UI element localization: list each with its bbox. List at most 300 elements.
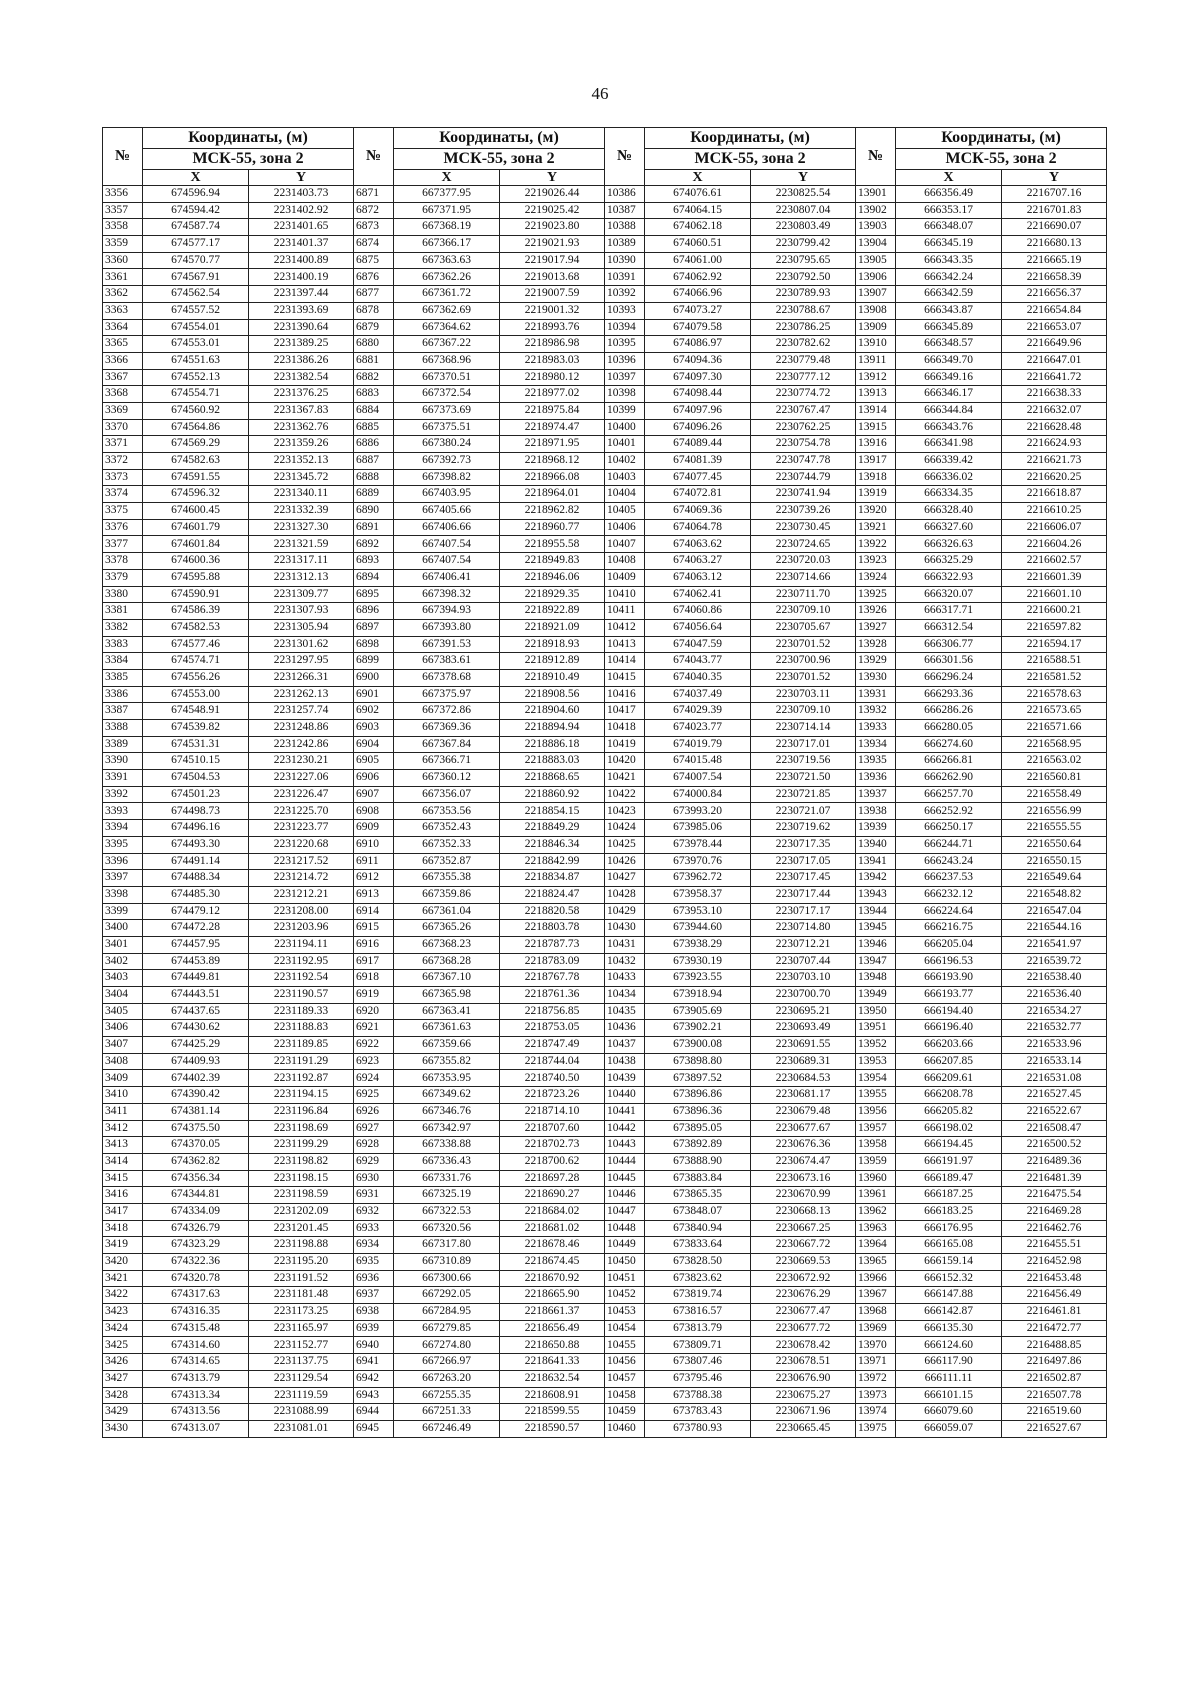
x-coordinate-cell: 674061.00 [645, 252, 751, 269]
x-coordinate-cell: 667279.85 [394, 1320, 500, 1337]
point-number-cell: 3358 [103, 219, 143, 236]
x-coordinate-cell: 673780.93 [645, 1420, 751, 1437]
x-coordinate-cell: 674501.23 [143, 786, 249, 803]
point-number-cell: 13914 [856, 402, 896, 419]
x-coordinate-cell: 674079.58 [645, 319, 751, 336]
y-column-header: Y [500, 170, 605, 186]
point-number-cell: 3405 [103, 1003, 143, 1020]
y-coordinate-cell: 2230705.67 [751, 619, 856, 636]
x-coordinate-cell: 667380.24 [394, 436, 500, 453]
y-coordinate-cell: 2219023.80 [500, 219, 605, 236]
x-coordinate-cell: 674539.82 [143, 720, 249, 737]
y-coordinate-cell: 2216462.76 [1002, 1220, 1107, 1237]
point-number-cell: 13944 [856, 903, 896, 920]
x-coordinate-cell: 674063.27 [645, 553, 751, 570]
point-number-cell: 6871 [354, 186, 394, 203]
point-number-cell: 10435 [605, 1003, 645, 1020]
x-coordinate-cell: 674007.54 [645, 770, 751, 787]
y-coordinate-cell: 2231230.21 [249, 753, 354, 770]
y-coordinate-cell: 2216601.39 [1002, 569, 1107, 586]
point-number-cell: 10397 [605, 369, 645, 386]
y-coordinate-cell: 2218908.56 [500, 686, 605, 703]
table-row [103, 1103, 1107, 1120]
x-coordinate-cell: 667331.76 [394, 1170, 500, 1187]
x-coordinate-cell: 674390.42 [143, 1087, 249, 1104]
point-number-cell: 13915 [856, 419, 896, 436]
y-coordinate-cell: 2218960.77 [500, 519, 605, 536]
x-coordinate-cell: 674472.28 [143, 920, 249, 937]
point-number-cell: 3410 [103, 1087, 143, 1104]
point-number-cell: 13908 [856, 302, 896, 319]
x-coordinate-cell: 666196.40 [896, 1020, 1002, 1037]
y-coordinate-cell: 2230741.94 [751, 486, 856, 503]
table-row [103, 1187, 1107, 1204]
point-number-cell: 13902 [856, 202, 896, 219]
table-row [103, 686, 1107, 703]
point-number-cell: 10454 [605, 1320, 645, 1337]
point-number-cell: 13967 [856, 1287, 896, 1304]
x-coordinate-cell: 674313.34 [143, 1387, 249, 1404]
y-coordinate-cell: 2231191.29 [249, 1053, 354, 1070]
number-column-header: № [103, 128, 143, 186]
point-number-cell: 6898 [354, 636, 394, 653]
point-number-cell: 13927 [856, 619, 896, 636]
number-column-header: № [354, 128, 394, 186]
y-coordinate-cell: 2216549.64 [1002, 870, 1107, 887]
y-coordinate-cell: 2231359.26 [249, 436, 354, 453]
y-coordinate-cell: 2218860.92 [500, 786, 605, 803]
x-coordinate-cell: 674551.63 [143, 352, 249, 369]
point-number-cell: 3359 [103, 236, 143, 253]
x-coordinate-cell: 667359.86 [394, 886, 500, 903]
table-row [103, 1203, 1107, 1220]
point-number-cell: 6938 [354, 1304, 394, 1321]
point-number-cell: 10440 [605, 1087, 645, 1104]
y-coordinate-cell: 2218665.90 [500, 1287, 605, 1304]
point-number-cell: 10447 [605, 1203, 645, 1220]
y-coordinate-cell: 2216555.55 [1002, 820, 1107, 837]
y-coordinate-cell: 2231198.15 [249, 1170, 354, 1187]
x-coordinate-cell: 674586.39 [143, 603, 249, 620]
y-coordinate-cell: 2231165.97 [249, 1320, 354, 1337]
x-coordinate-cell: 666205.82 [896, 1103, 1002, 1120]
x-coordinate-cell: 674064.15 [645, 202, 751, 219]
x-coordinate-cell: 674557.52 [143, 302, 249, 319]
y-coordinate-cell: 2218883.03 [500, 753, 605, 770]
x-coordinate-cell: 674326.79 [143, 1220, 249, 1237]
y-coordinate-cell: 2230678.42 [751, 1337, 856, 1354]
x-coordinate-cell: 666189.47 [896, 1170, 1002, 1187]
table-row [103, 903, 1107, 920]
x-coordinate-cell: 667360.12 [394, 770, 500, 787]
x-coordinate-cell: 666250.17 [896, 820, 1002, 837]
x-coordinate-cell: 666317.71 [896, 603, 1002, 620]
x-coordinate-cell: 666346.17 [896, 386, 1002, 403]
table-row [103, 886, 1107, 903]
y-coordinate-cell: 2216581.52 [1002, 669, 1107, 686]
point-number-cell: 3372 [103, 453, 143, 470]
y-coordinate-cell: 2218803.78 [500, 920, 605, 937]
point-number-cell: 13933 [856, 720, 896, 737]
table-row [103, 1237, 1107, 1254]
point-number-cell: 6919 [354, 987, 394, 1004]
x-coordinate-cell: 674062.41 [645, 586, 751, 603]
point-number-cell: 10400 [605, 419, 645, 436]
table-row [103, 1304, 1107, 1321]
table-row [103, 1420, 1107, 1437]
x-coordinate-cell: 674553.01 [143, 336, 249, 353]
point-number-cell: 13906 [856, 269, 896, 286]
y-column-header: Y [751, 170, 856, 186]
x-coordinate-cell: 666341.98 [896, 436, 1002, 453]
x-coordinate-cell: 666079.60 [896, 1404, 1002, 1421]
table-row [103, 569, 1107, 586]
point-number-cell: 6887 [354, 453, 394, 470]
point-number-cell: 10390 [605, 252, 645, 269]
point-number-cell: 10450 [605, 1254, 645, 1271]
y-coordinate-cell: 2216641.72 [1002, 369, 1107, 386]
point-number-cell: 6911 [354, 853, 394, 870]
point-number-cell: 6890 [354, 503, 394, 520]
table-row [103, 519, 1107, 536]
point-number-cell: 13905 [856, 252, 896, 269]
y-coordinate-cell: 2216665.19 [1002, 252, 1107, 269]
x-coordinate-cell: 674060.51 [645, 236, 751, 253]
point-number-cell: 6886 [354, 436, 394, 453]
x-coordinate-cell: 667391.53 [394, 636, 500, 653]
y-coordinate-cell: 2216594.17 [1002, 636, 1107, 653]
y-coordinate-cell: 2231088.99 [249, 1404, 354, 1421]
point-number-cell: 10443 [605, 1137, 645, 1154]
y-coordinate-cell: 2216690.07 [1002, 219, 1107, 236]
x-coordinate-cell: 674356.34 [143, 1170, 249, 1187]
x-coordinate-cell: 666147.88 [896, 1287, 1002, 1304]
table-row [103, 302, 1107, 319]
table-row [103, 703, 1107, 720]
point-number-cell: 3408 [103, 1053, 143, 1070]
point-number-cell: 6896 [354, 603, 394, 620]
x-coordinate-cell: 674060.86 [645, 603, 751, 620]
x-coordinate-cell: 673905.69 [645, 1003, 751, 1020]
point-number-cell: 10441 [605, 1103, 645, 1120]
y-coordinate-cell: 2230709.10 [751, 603, 856, 620]
x-coordinate-cell: 666342.24 [896, 269, 1002, 286]
x-coordinate-cell: 674344.81 [143, 1187, 249, 1204]
x-coordinate-cell: 674600.45 [143, 503, 249, 520]
y-coordinate-cell: 2216548.82 [1002, 886, 1107, 903]
y-coordinate-cell: 2231390.64 [249, 319, 354, 336]
point-number-cell: 13966 [856, 1270, 896, 1287]
y-coordinate-cell: 2230700.96 [751, 653, 856, 670]
y-coordinate-cell: 2230717.44 [751, 886, 856, 903]
point-number-cell: 13947 [856, 953, 896, 970]
y-coordinate-cell: 2231201.45 [249, 1220, 354, 1237]
point-number-cell: 10449 [605, 1237, 645, 1254]
x-coordinate-cell: 673898.80 [645, 1053, 751, 1070]
y-coordinate-cell: 2218975.84 [500, 402, 605, 419]
point-number-cell: 6936 [354, 1270, 394, 1287]
y-coordinate-cell: 2230779.48 [751, 352, 856, 369]
table-row [103, 1020, 1107, 1037]
y-coordinate-cell: 2231189.85 [249, 1037, 354, 1054]
point-number-cell: 3390 [103, 753, 143, 770]
x-coordinate-cell: 667255.35 [394, 1387, 500, 1404]
table-row [103, 1370, 1107, 1387]
y-coordinate-cell: 2216638.33 [1002, 386, 1107, 403]
x-coordinate-cell: 667361.04 [394, 903, 500, 920]
point-number-cell: 3394 [103, 820, 143, 837]
x-coordinate-cell: 666111.11 [896, 1370, 1002, 1387]
x-coordinate-cell: 667322.53 [394, 1203, 500, 1220]
x-coordinate-cell: 667364.62 [394, 319, 500, 336]
x-coordinate-cell: 674086.97 [645, 336, 751, 353]
point-number-cell: 3376 [103, 519, 143, 536]
x-coordinate-cell: 674496.16 [143, 820, 249, 837]
y-coordinate-cell: 2218674.45 [500, 1254, 605, 1271]
point-number-cell: 6914 [354, 903, 394, 920]
x-coordinate-cell: 667407.54 [394, 553, 500, 570]
number-column-header: № [856, 128, 896, 186]
y-coordinate-cell: 2231321.59 [249, 536, 354, 553]
x-coordinate-cell: 673985.06 [645, 820, 751, 837]
x-coordinate-cell: 666327.60 [896, 519, 1002, 536]
y-coordinate-cell: 2218918.93 [500, 636, 605, 653]
x-coordinate-cell: 674381.14 [143, 1103, 249, 1120]
x-coordinate-cell: 674596.32 [143, 486, 249, 503]
x-coordinate-cell: 667349.62 [394, 1087, 500, 1104]
point-number-cell: 6921 [354, 1020, 394, 1037]
point-number-cell: 6942 [354, 1370, 394, 1387]
table-row [103, 402, 1107, 419]
x-coordinate-cell: 674313.79 [143, 1370, 249, 1387]
x-coordinate-cell: 674062.18 [645, 219, 751, 236]
x-coordinate-cell: 667368.19 [394, 219, 500, 236]
x-coordinate-cell: 674600.36 [143, 553, 249, 570]
point-number-cell: 6906 [354, 770, 394, 787]
y-coordinate-cell: 2231194.15 [249, 1087, 354, 1104]
y-coordinate-cell: 2231203.96 [249, 920, 354, 937]
point-number-cell: 10401 [605, 436, 645, 453]
y-coordinate-cell: 2218650.88 [500, 1337, 605, 1354]
point-number-cell: 13909 [856, 319, 896, 336]
coordinate-system-header: МСК-55, зона 2 [394, 149, 605, 170]
y-coordinate-cell: 2230684.53 [751, 1070, 856, 1087]
x-coordinate-cell: 673944.60 [645, 920, 751, 937]
point-number-cell: 13910 [856, 336, 896, 353]
point-number-cell: 13932 [856, 703, 896, 720]
x-coordinate-cell: 674323.29 [143, 1237, 249, 1254]
point-number-cell: 6935 [354, 1254, 394, 1271]
y-coordinate-cell: 2218681.02 [500, 1220, 605, 1237]
y-coordinate-cell: 2218949.83 [500, 553, 605, 570]
point-number-cell: 6941 [354, 1354, 394, 1371]
point-number-cell: 6881 [354, 352, 394, 369]
y-coordinate-cell: 2230717.05 [751, 853, 856, 870]
point-number-cell: 6917 [354, 953, 394, 970]
y-coordinate-cell: 2230671.96 [751, 1404, 856, 1421]
point-number-cell: 13903 [856, 219, 896, 236]
x-coordinate-cell: 667336.43 [394, 1153, 500, 1170]
y-coordinate-cell: 2230721.07 [751, 803, 856, 820]
point-number-cell: 10407 [605, 536, 645, 553]
point-number-cell: 13912 [856, 369, 896, 386]
x-coordinate-cell: 666224.64 [896, 903, 1002, 920]
point-number-cell: 13949 [856, 987, 896, 1004]
table-row [103, 269, 1107, 286]
point-number-cell: 13917 [856, 453, 896, 470]
x-coordinate-cell: 674498.73 [143, 803, 249, 820]
table-row [103, 1387, 1107, 1404]
y-coordinate-cell: 2230709.10 [751, 703, 856, 720]
y-coordinate-cell: 2216533.96 [1002, 1037, 1107, 1054]
y-coordinate-cell: 2230799.42 [751, 236, 856, 253]
point-number-cell: 10406 [605, 519, 645, 536]
y-coordinate-cell: 2216550.64 [1002, 836, 1107, 853]
table-row [103, 1170, 1107, 1187]
x-coordinate-cell: 667407.54 [394, 536, 500, 553]
y-coordinate-cell: 2218894.94 [500, 720, 605, 737]
table-row [103, 1053, 1107, 1070]
y-coordinate-cell: 2231173.25 [249, 1304, 354, 1321]
x-coordinate-cell: 667274.80 [394, 1337, 500, 1354]
y-coordinate-cell: 2219026.44 [500, 186, 605, 203]
x-coordinate-cell: 666328.40 [896, 503, 1002, 520]
point-number-cell: 6922 [354, 1037, 394, 1054]
y-coordinate-cell: 2216544.16 [1002, 920, 1107, 937]
table-row [103, 953, 1107, 970]
point-number-cell: 10456 [605, 1354, 645, 1371]
x-coordinate-cell: 674370.05 [143, 1137, 249, 1154]
y-coordinate-cell: 2230717.35 [751, 836, 856, 853]
y-coordinate-cell: 2230721.85 [751, 786, 856, 803]
point-number-cell: 13974 [856, 1404, 896, 1421]
point-number-cell: 10457 [605, 1370, 645, 1387]
x-coordinate-cell: 673888.90 [645, 1153, 751, 1170]
x-coordinate-cell: 667353.95 [394, 1070, 500, 1087]
x-coordinate-cell: 674089.44 [645, 436, 751, 453]
point-number-cell: 10446 [605, 1187, 645, 1204]
y-coordinate-cell: 2231119.59 [249, 1387, 354, 1404]
x-coordinate-cell: 674315.48 [143, 1320, 249, 1337]
y-coordinate-cell: 2231191.52 [249, 1270, 354, 1287]
y-coordinate-cell: 2216556.99 [1002, 803, 1107, 820]
x-coordinate-cell: 667292.05 [394, 1287, 500, 1304]
x-coordinate-cell: 674066.96 [645, 286, 751, 303]
point-number-cell: 10438 [605, 1053, 645, 1070]
y-coordinate-cell: 2218971.95 [500, 436, 605, 453]
point-number-cell: 13934 [856, 736, 896, 753]
x-coordinate-cell: 666183.25 [896, 1203, 1002, 1220]
y-coordinate-cell: 2231327.30 [249, 519, 354, 536]
x-coordinate-cell: 666252.92 [896, 803, 1002, 820]
x-coordinate-cell: 666194.45 [896, 1137, 1002, 1154]
y-coordinate-cell: 2230754.78 [751, 436, 856, 453]
point-number-cell: 10423 [605, 803, 645, 820]
y-coordinate-cell: 2231192.87 [249, 1070, 354, 1087]
x-coordinate-cell: 667369.36 [394, 720, 500, 737]
x-coordinate-cell: 667372.54 [394, 386, 500, 403]
y-coordinate-cell: 2216563.02 [1002, 753, 1107, 770]
point-number-cell: 3428 [103, 1387, 143, 1404]
x-coordinate-cell: 667361.63 [394, 1020, 500, 1037]
point-number-cell: 13957 [856, 1120, 896, 1137]
y-coordinate-cell: 2216508.47 [1002, 1120, 1107, 1137]
y-coordinate-cell: 2216649.96 [1002, 336, 1107, 353]
x-coordinate-cell: 674577.17 [143, 236, 249, 253]
y-coordinate-cell: 2219025.42 [500, 202, 605, 219]
y-coordinate-cell: 2218702.73 [500, 1137, 605, 1154]
y-coordinate-cell: 2231262.13 [249, 686, 354, 703]
y-coordinate-cell: 2216489.36 [1002, 1153, 1107, 1170]
point-number-cell: 10458 [605, 1387, 645, 1404]
point-number-cell: 13954 [856, 1070, 896, 1087]
y-coordinate-cell: 2216534.27 [1002, 1003, 1107, 1020]
y-coordinate-cell: 2218590.57 [500, 1420, 605, 1437]
point-number-cell: 3357 [103, 202, 143, 219]
y-coordinate-cell: 2231137.75 [249, 1354, 354, 1371]
point-number-cell: 10412 [605, 619, 645, 636]
point-number-cell: 13951 [856, 1020, 896, 1037]
x-coordinate-cell: 674453.89 [143, 953, 249, 970]
point-number-cell: 6889 [354, 486, 394, 503]
y-coordinate-cell: 2230721.50 [751, 770, 856, 787]
table-row [103, 1120, 1107, 1137]
y-coordinate-cell: 2216532.77 [1002, 1020, 1107, 1037]
y-coordinate-cell: 2216452.98 [1002, 1254, 1107, 1271]
y-coordinate-cell: 2216472.77 [1002, 1320, 1107, 1337]
x-coordinate-cell: 667393.80 [394, 619, 500, 636]
y-coordinate-cell: 2230803.49 [751, 219, 856, 236]
point-number-cell: 6879 [354, 319, 394, 336]
y-coordinate-cell: 2231212.21 [249, 886, 354, 903]
x-coordinate-cell: 673816.57 [645, 1304, 751, 1321]
point-number-cell: 13971 [856, 1354, 896, 1371]
point-number-cell: 13935 [856, 753, 896, 770]
table-row [103, 1070, 1107, 1087]
x-coordinate-cell: 666176.95 [896, 1220, 1002, 1237]
y-coordinate-cell: 2216658.39 [1002, 269, 1107, 286]
point-number-cell: 3430 [103, 1420, 143, 1437]
y-coordinate-cell: 2231257.74 [249, 703, 354, 720]
point-number-cell: 13953 [856, 1053, 896, 1070]
point-number-cell: 3374 [103, 486, 143, 503]
point-number-cell: 3368 [103, 386, 143, 403]
y-coordinate-cell: 2218820.58 [500, 903, 605, 920]
page-number: 46 [591, 84, 609, 103]
x-coordinate-cell: 673795.46 [645, 1370, 751, 1387]
x-coordinate-cell: 666187.25 [896, 1187, 1002, 1204]
x-coordinate-cell: 667362.26 [394, 269, 500, 286]
point-number-cell: 3414 [103, 1153, 143, 1170]
table-row [103, 619, 1107, 636]
y-coordinate-cell: 2230712.21 [751, 936, 856, 953]
x-coordinate-cell: 666343.76 [896, 419, 1002, 436]
x-coordinate-cell: 674063.12 [645, 569, 751, 586]
x-coordinate-cell: 667375.97 [394, 686, 500, 703]
y-coordinate-cell: 2230714.14 [751, 720, 856, 737]
x-coordinate-cell: 674552.13 [143, 369, 249, 386]
x-coordinate-cell: 667363.41 [394, 1003, 500, 1020]
point-number-cell: 6874 [354, 236, 394, 253]
y-column-header: Y [249, 170, 354, 186]
point-number-cell: 3367 [103, 369, 143, 386]
coordinate-system-header: МСК-55, зона 2 [645, 149, 856, 170]
point-number-cell: 10418 [605, 720, 645, 737]
table-row [103, 336, 1107, 353]
x-coordinate-cell: 666262.90 [896, 770, 1002, 787]
y-coordinate-cell: 2231382.54 [249, 369, 354, 386]
point-number-cell: 3401 [103, 936, 143, 953]
